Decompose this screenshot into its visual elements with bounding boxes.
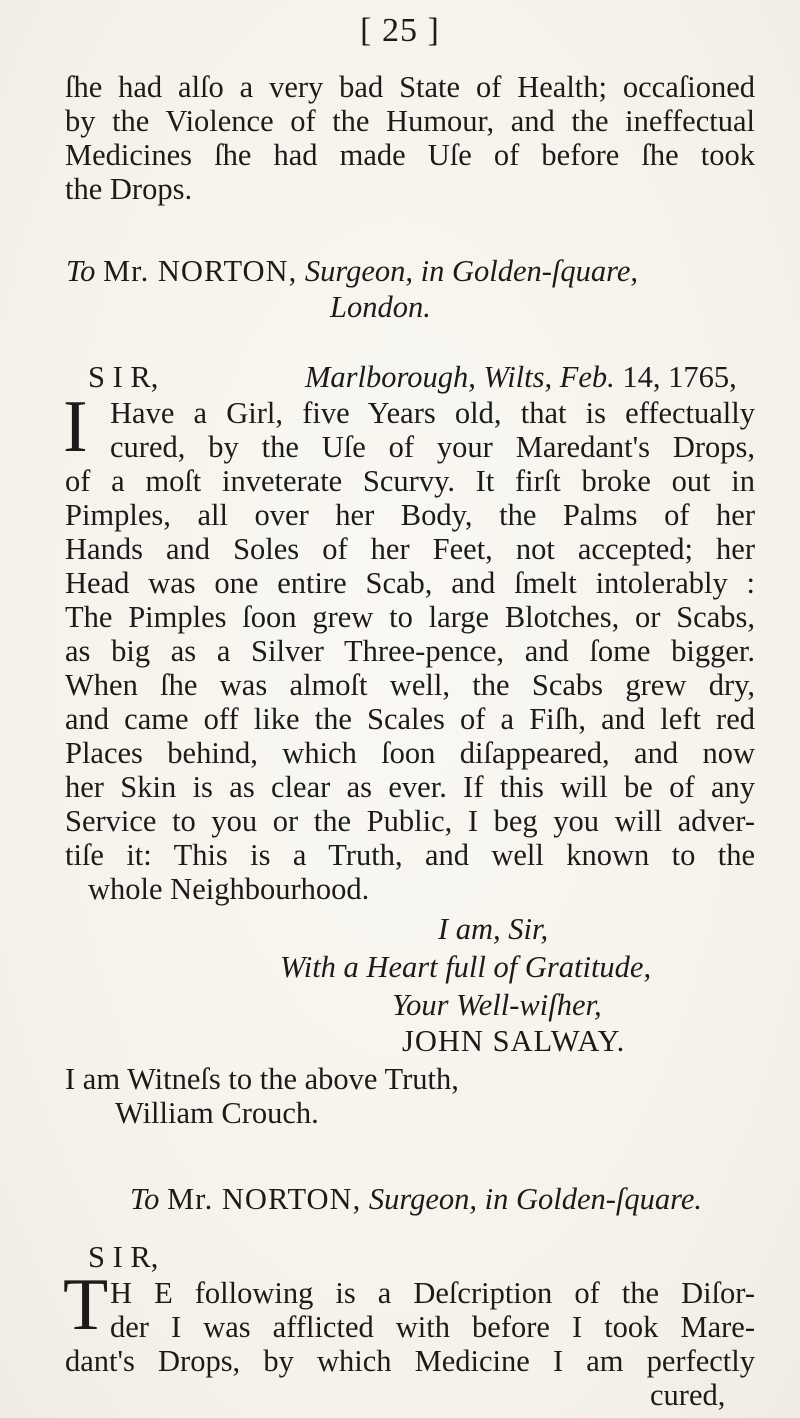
letter-line: Service to you or the Public, I beg you will adver- [65,804,755,838]
signature: JOHN SALWAY. [402,1024,626,1058]
address-name: Mr. NORTON, [103,254,298,288]
letter-line: The Pimples ſoon grew to large Blotches, or Scabs, [65,600,755,634]
place-date [305,360,755,394]
drop-cap: T [63,1264,109,1346]
letter-line: her Skin is as clear as ever. If this will be of any [65,770,755,804]
date: 14, 1765, [622,360,737,394]
letter-line: tiſe it: This is a Truth, and well known to the [65,838,755,872]
letter-line: H E following is a Deſcription of the Diſor- [110,1276,755,1310]
letter-line: cured, by the Uſe of your Maredant's Drops, [110,430,755,464]
place: Marlborough, Wilts, Feb. [305,360,615,394]
address-role: Surgeon, in Golden-ſquare, [304,254,639,288]
address-city: London. [330,290,431,324]
salutation: S I R, [88,1240,159,1274]
closing-line: I am, Sir, [438,912,549,946]
letter-line: Head was one entire Scab, and ſmelt intolerably : [65,566,755,600]
letter-line: Places behind, which ſoon diſappeared, and now [65,736,755,770]
letter-line: as big as a Silver Three-pence, and ſome bigger. [65,634,755,668]
letter-line: cured, [650,1378,726,1412]
salutation: S I R, [88,360,159,394]
address-role: Surgeon, in Golden-ſquare. [368,1182,703,1216]
page-number: [ 25 ] [360,12,440,49]
letter-line: and came off like the Scales of a Fiſh, and left red [65,702,755,736]
letter-line: Have a Girl, five Years old, that is effectually [110,396,755,430]
letter-line: der I was afflicted with before I took Mare- [110,1310,755,1344]
drop-cap: I [63,386,88,468]
letter1-address [66,254,756,288]
letter-line: of a moſt inveterate Scurvy. It firſt broke out in [65,464,755,498]
letter-line: dant's Drops, by which Medicine I am perfectly [65,1344,755,1378]
witness-line: I am Witneſs to the above Truth, [65,1062,459,1096]
closing-line: With a Heart full of Gratitude, [280,950,652,984]
letter-line: Pimples, all over her Body, the Palms of her [65,498,755,532]
intro-line: Medicines ſhe had made Uſe of before ſhe took [65,138,755,172]
intro-line: by the Violence of the Humour, and the ineffectual [65,104,755,138]
closing-line: Your Well-wiſher, [392,988,602,1022]
intro-line: ſhe had alſo a very bad State of Health; occaſioned [65,70,755,104]
letter-line: Hands and Soles of her Feet, not accepted; her [65,532,755,566]
letter2-address [130,1182,760,1216]
intro-line: the Drops. [65,172,193,206]
address-name: Mr. NORTON, [167,1182,362,1216]
letter-line: When ſhe was almoſt well, the Scabs grew dry, [65,668,755,702]
address-to: To [66,254,96,288]
letter-line: whole Neighbourhood. [88,872,370,906]
address-to: To [130,1182,160,1216]
witness-name: William Crouch. [115,1096,319,1130]
